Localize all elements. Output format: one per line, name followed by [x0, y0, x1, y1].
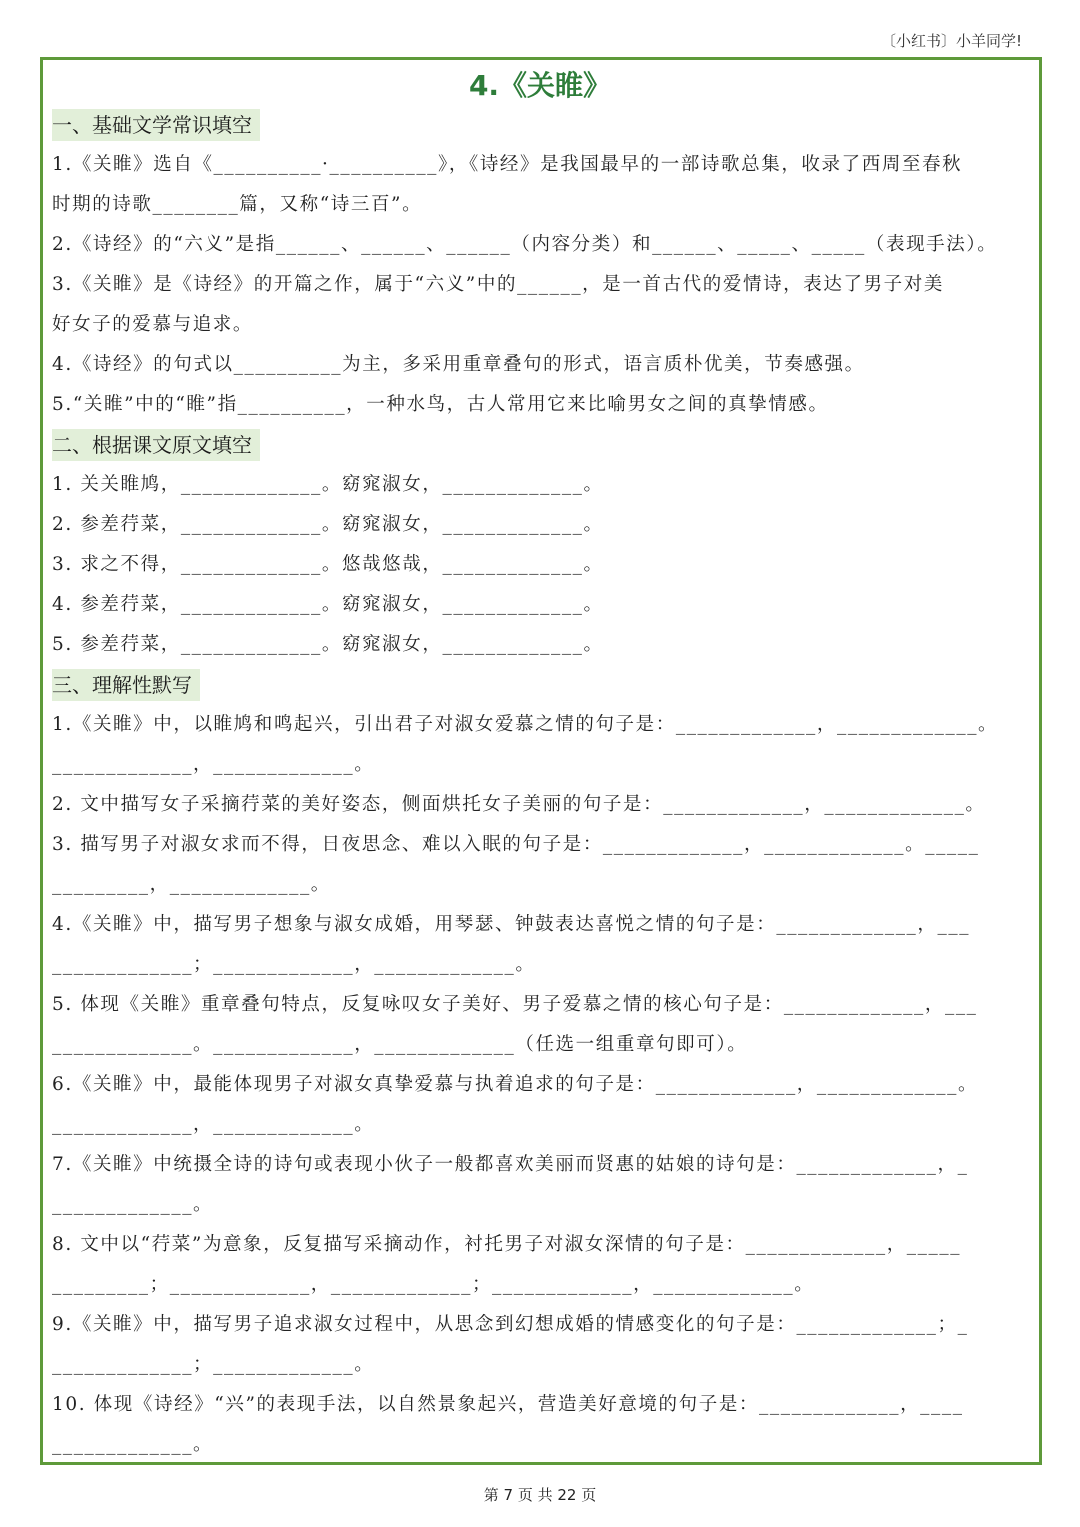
question-line — [52, 1345, 1034, 1385]
question-text: 4. 参差荇菜，_____________。窈窕淑女，_____________。 — [52, 594, 604, 615]
question-line — [52, 505, 1034, 545]
question-text: _____________；_____________，_____________。 — [52, 954, 536, 975]
question-line — [52, 385, 1034, 425]
question-line — [52, 785, 1034, 825]
question-text: _________，_____________。 — [52, 874, 331, 895]
question-text: 3. 求之不得，_____________。悠哉悠哉，_____________。 — [52, 554, 604, 575]
question-line — [52, 465, 1034, 505]
question-line — [52, 745, 1034, 785]
question-text: 10. 体现《诗经》“兴”的表现手法，以自然景象起兴，营造美好意境的句子是：_____________，____ — [52, 1394, 964, 1415]
brand-watermark: 〔小红书〕小羊同学! — [880, 32, 1022, 50]
question-text: _____________。 — [52, 1194, 214, 1215]
question-text: 3.《关睢》是《诗经》的开篇之作，属于“六义”中的______，是一首古代的爱情诗，表达了男子对美 — [52, 274, 944, 295]
section-heading: 二、根据课文原文填空 — [52, 429, 260, 461]
question-text: _____________。 — [52, 1434, 214, 1455]
question-text: _____________。_____________，_____________（任选一组重章句即可）。 — [52, 1034, 748, 1055]
page-title: 4.《关睢》 — [468, 69, 612, 102]
question-line — [52, 825, 1034, 865]
section-header-row — [52, 425, 1034, 465]
question-text: 8. 文中以“荇菜”为意象，反复描写采摘动作，衬托男子对淑女深情的句子是：_____________，_____ — [52, 1234, 962, 1255]
question-text: 2.《诗经》的“六义”是指______、______、______（内容分类）和______、_____、_____（表现手法）。 — [52, 234, 998, 255]
question-text: 4.《诗经》的句式以__________为主，多采用重章叠句的形式，语言质朴优美，节奏感强。 — [52, 354, 865, 375]
question-text: 3. 描写男子对淑女求而不得，日夜思念、难以入眠的句子是：_____________，_____________。_____ — [52, 834, 980, 855]
question-text: 5. 参差荇菜，_____________。窈窕淑女，_____________。 — [52, 634, 604, 655]
question-text: 2. 文中描写女子采摘荇菜的美好姿态，侧面烘托女子美丽的句子是：_____________，_____________。 — [52, 794, 986, 815]
question-line — [52, 625, 1034, 665]
question-line — [52, 945, 1034, 985]
section-heading: 三、理解性默写 — [52, 669, 200, 701]
question-text: 7.《关睢》中统摄全诗的诗句或表现小伙子一般都喜欢美丽而贤惠的姑娘的诗句是：_____________，_ — [52, 1154, 969, 1175]
question-line — [52, 1025, 1034, 1065]
question-text: 好女子的爱慕与追求。 — [52, 314, 254, 335]
question-line — [52, 225, 1034, 265]
question-text: _____________，_____________。 — [52, 754, 375, 775]
question-line — [52, 1425, 1034, 1465]
question-text: 1. 关关睢鸠，_____________。窈窕淑女，_____________。 — [52, 474, 604, 495]
question-text: 1.《关睢》选自《__________·__________》，《诗经》是我国最早的一部诗歌总集，收录了西周至春秋 — [52, 154, 963, 175]
question-text: 4.《关睢》中，描写男子想象与淑女成婚，用琴瑟、钟鼓表达喜悦之情的句子是：_____________，___ — [52, 914, 971, 935]
question-line — [52, 305, 1034, 345]
question-line — [52, 145, 1034, 185]
question-line — [52, 585, 1034, 625]
question-line — [52, 905, 1034, 945]
question-line — [52, 345, 1034, 385]
worksheet-content — [52, 105, 1034, 1465]
question-line — [52, 1225, 1034, 1265]
question-line — [52, 865, 1034, 905]
question-text: 9.《关睢》中，描写男子追求淑女过程中，从思念到幻想成婚的情感变化的句子是：_____________；_ — [52, 1314, 969, 1335]
question-line — [52, 545, 1034, 585]
question-line — [52, 1305, 1034, 1345]
question-text: _________；_____________，_____________；_____________，_____________。 — [52, 1274, 815, 1295]
question-line — [52, 1145, 1034, 1185]
question-line — [52, 1185, 1034, 1225]
section-heading: 一、基础文学常识填空 — [52, 109, 260, 141]
question-line — [52, 1385, 1034, 1425]
question-text: _____________；_____________。 — [52, 1354, 375, 1375]
question-line — [52, 705, 1034, 745]
question-text: 5. 体现《关睢》重章叠句特点，反复咏叹女子美好、男子爱慕之情的核心句子是：_____________，___ — [52, 994, 978, 1015]
question-line — [52, 985, 1034, 1025]
question-text: 5.“关睢”中的“睢”指__________，一种水鸟，古人常用它来比喻男女之间的真挚情感。 — [52, 394, 829, 415]
question-text: _____________，_____________。 — [52, 1114, 375, 1135]
question-line — [52, 1065, 1034, 1105]
question-line — [52, 265, 1034, 305]
section-header-row — [52, 105, 1034, 145]
question-text: 2. 参差荇菜，_____________。窈窕淑女，_____________。 — [52, 514, 604, 535]
question-line — [52, 1105, 1034, 1145]
question-line — [52, 185, 1034, 225]
question-line — [52, 1265, 1034, 1305]
question-text: 6.《关睢》中，最能体现男子对淑女真挚爱慕与执着追求的句子是：_____________，_____________。 — [52, 1074, 979, 1095]
section-header-row — [52, 665, 1034, 705]
question-text: 时期的诗歌________篇，又称“诗三百”。 — [52, 194, 423, 215]
question-text: 1.《关睢》中，以睢鸠和鸣起兴，引出君子对淑女爱慕之情的句子是：_____________，_____________。 — [52, 714, 999, 735]
page-number: 第 7 页 共 22 页 — [483, 1486, 597, 1504]
